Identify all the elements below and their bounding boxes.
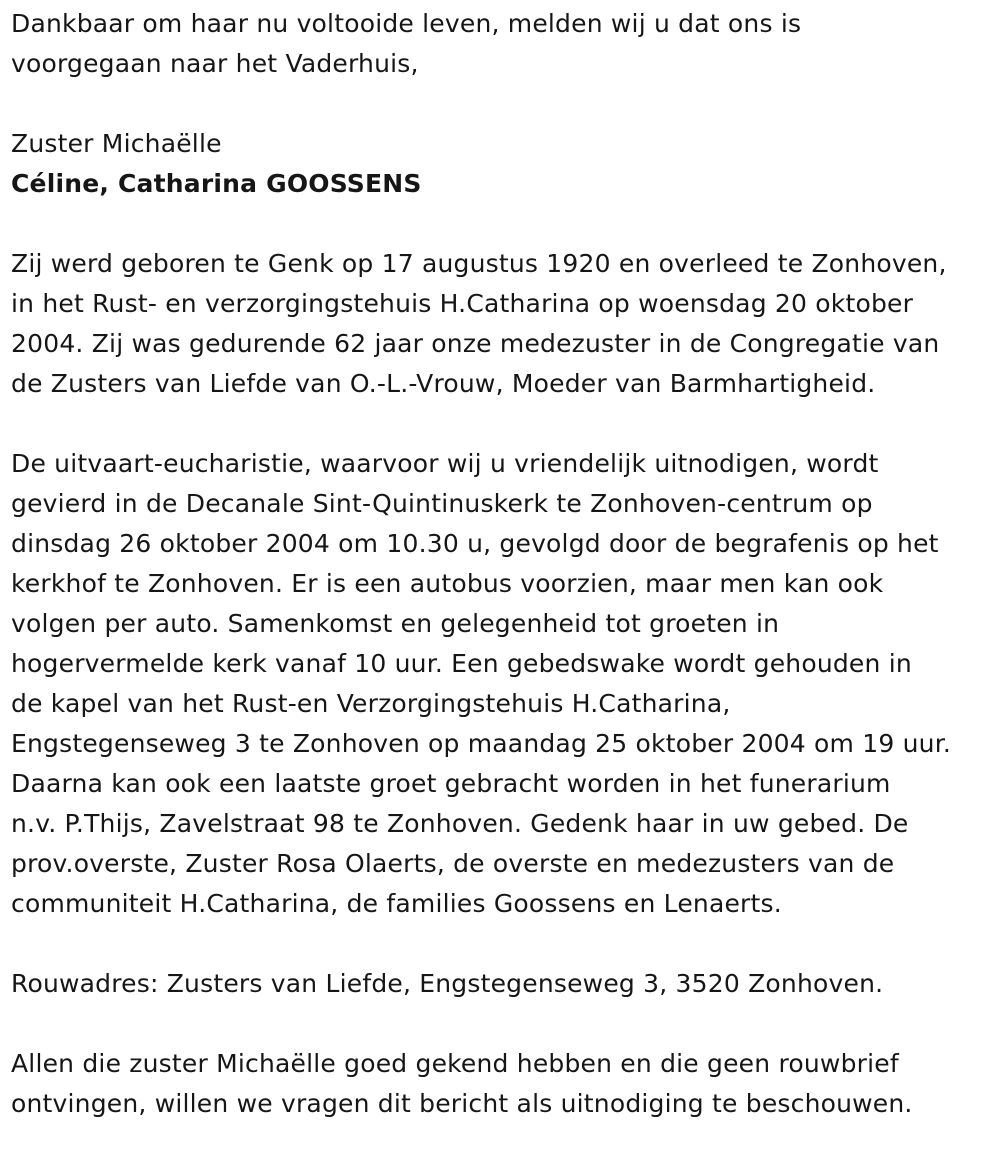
deceased-name-block bbox=[11, 124, 996, 204]
mourning-address: Rouwadres: Zusters van Liefde, Engstegenseweg 3, 3520 Zonhoven. bbox=[11, 969, 884, 998]
text-line: de kapel van het Rust-en Verzorgingstehuis H.Catharina, bbox=[11, 689, 731, 718]
text-line: hogervermelde kerk vanaf 10 uur. Een gebedswake wordt gehouden in bbox=[11, 649, 912, 678]
text-line: Allen die zuster Michaëlle goed gekend hebben en die geen rouwbrief bbox=[11, 1049, 899, 1078]
address-paragraph bbox=[11, 964, 996, 1004]
text-line: Daarna kan ook een laatste groet gebracht worden in het funerarium bbox=[11, 769, 891, 798]
funeral-paragraph bbox=[11, 444, 996, 924]
obituary-notice bbox=[11, 4, 996, 1164]
text-line: kerkhof te Zonhoven. Er is een autobus voorzien, maar men kan ook bbox=[11, 569, 884, 598]
text-line: gevierd in de Decanale Sint-Quintinuskerk te Zonhoven-centrum op bbox=[11, 489, 873, 518]
text-line: in het Rust- en verzorgingstehuis H.Catharina op woensdag 20 oktober bbox=[11, 289, 914, 318]
birth-death-paragraph bbox=[11, 244, 996, 404]
text-line: ontvingen, willen we vragen dit bericht als uitnodiging te beschouwen. bbox=[11, 1089, 913, 1118]
text-line: voorgegaan naar het Vaderhuis, bbox=[11, 49, 419, 78]
closing-paragraph bbox=[11, 1044, 996, 1124]
text-line: prov.overste, Zuster Rosa Olaerts, de overste en medezusters van de bbox=[11, 849, 895, 878]
text-line: dinsdag 26 oktober 2004 om 10.30 u, gevolgd door de begrafenis op het bbox=[11, 529, 939, 558]
text-line: communiteit H.Catharina, de families Goossens en Lenaerts. bbox=[11, 889, 782, 918]
full-name: Céline, Catharina GOOSSENS bbox=[11, 169, 422, 198]
text-line: de Zusters van Liefde van O.-L.-Vrouw, Moeder van Barmhartigheid. bbox=[11, 369, 876, 398]
text-line: volgen per auto. Samenkomst en gelegenheid tot groeten in bbox=[11, 609, 780, 638]
text-line: Engstegenseweg 3 te Zonhoven op maandag 25 oktober 2004 om 19 uur. bbox=[11, 729, 952, 758]
text-line: Dankbaar om haar nu voltooide leven, melden wij u dat ons is bbox=[11, 9, 802, 38]
text-line: Zij werd geboren te Genk op 17 augustus 1920 en overleed te Zonhoven, bbox=[11, 249, 947, 278]
text-line: n.v. P.Thijs, Zavelstraat 98 te Zonhoven. Gedenk haar in uw gebed. De bbox=[11, 809, 909, 838]
text-line: De uitvaart-eucharistie, waarvoor wij u vriendelijk uitnodigen, wordt bbox=[11, 449, 879, 478]
text-line: 2004. Zij was gedurende 62 jaar onze medezuster in de Congregatie van bbox=[11, 329, 940, 358]
religious-name: Zuster Michaëlle bbox=[11, 129, 222, 158]
intro-paragraph bbox=[11, 4, 996, 84]
